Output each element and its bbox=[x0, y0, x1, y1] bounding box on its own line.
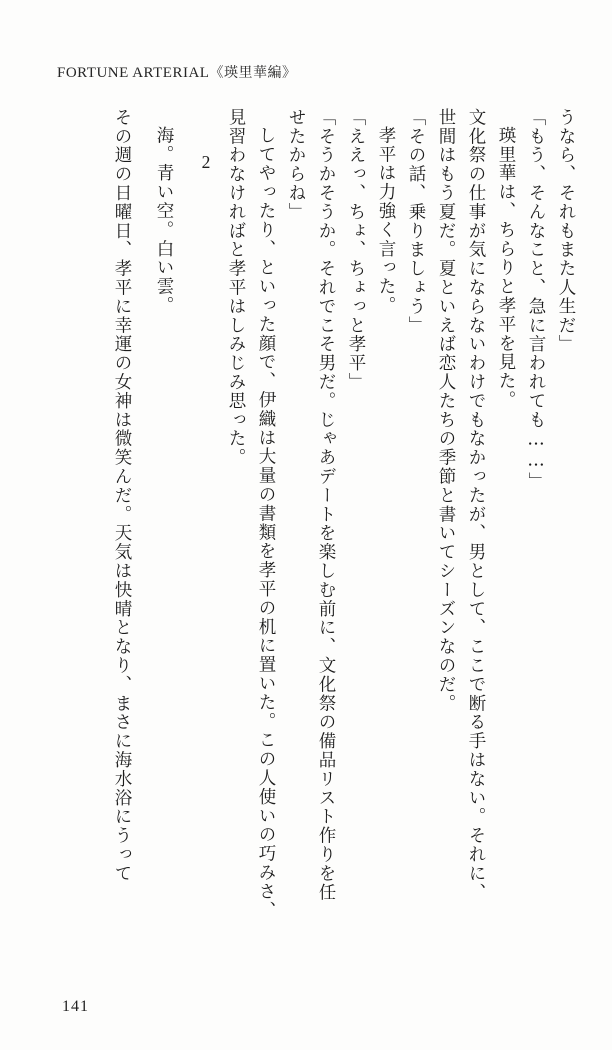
text-column: うなら、それもまた人生だ」 bbox=[556, 108, 576, 354]
running-head bbox=[57, 62, 296, 82]
text-column: 「その話、乗りましょう」 bbox=[406, 108, 426, 335]
text-column: せたからね」 bbox=[286, 108, 306, 222]
vertical-body-text bbox=[34, 108, 574, 968]
section-number: 2 bbox=[196, 152, 216, 174]
text-column: 「ええっ、ちょ、ちょっと孝平」 bbox=[346, 108, 366, 392]
page-number: 141 bbox=[62, 998, 89, 1015]
text-column: してやったり、といった顔で、伊織は大量の書類を孝平の机に置いた。この人使いの巧みさ、 bbox=[256, 126, 276, 920]
text-column: 瑛里華は、ちらりと孝平を見た。 bbox=[496, 126, 516, 410]
text-column: 見習わなければと孝平はしみじみ思った。 bbox=[226, 108, 246, 468]
text-column: 「そうかそうか。それでこそ男だ。じゃあデートを楽しむ前に、文化祭の備品リスト作りを任 bbox=[316, 108, 336, 902]
text-column: 「もう、そんなこと、急に言われても……」 bbox=[526, 108, 546, 491]
text-column: 文化祭の仕事が気にならないわけでもなかったが、男として、ここで断る手はない。それに、 bbox=[466, 108, 486, 902]
running-head-subtitle: 《瑛里華編》 bbox=[209, 65, 297, 81]
text-column: 世間はもう夏だ。夏といえば恋人たちの季節と書いてシーズンなのだ。 bbox=[436, 108, 456, 713]
text-column: その週の日曜日、孝平に幸運の女神は微笑んだ。天気は快晴となり、まさに海水浴にうって bbox=[112, 108, 132, 883]
text-column: 孝平は力強く言った。 bbox=[376, 126, 396, 315]
text-column: 海。青い空。白い雲。 bbox=[154, 126, 174, 315]
running-head-title: FORTUNE ARTERIAL bbox=[57, 65, 210, 81]
